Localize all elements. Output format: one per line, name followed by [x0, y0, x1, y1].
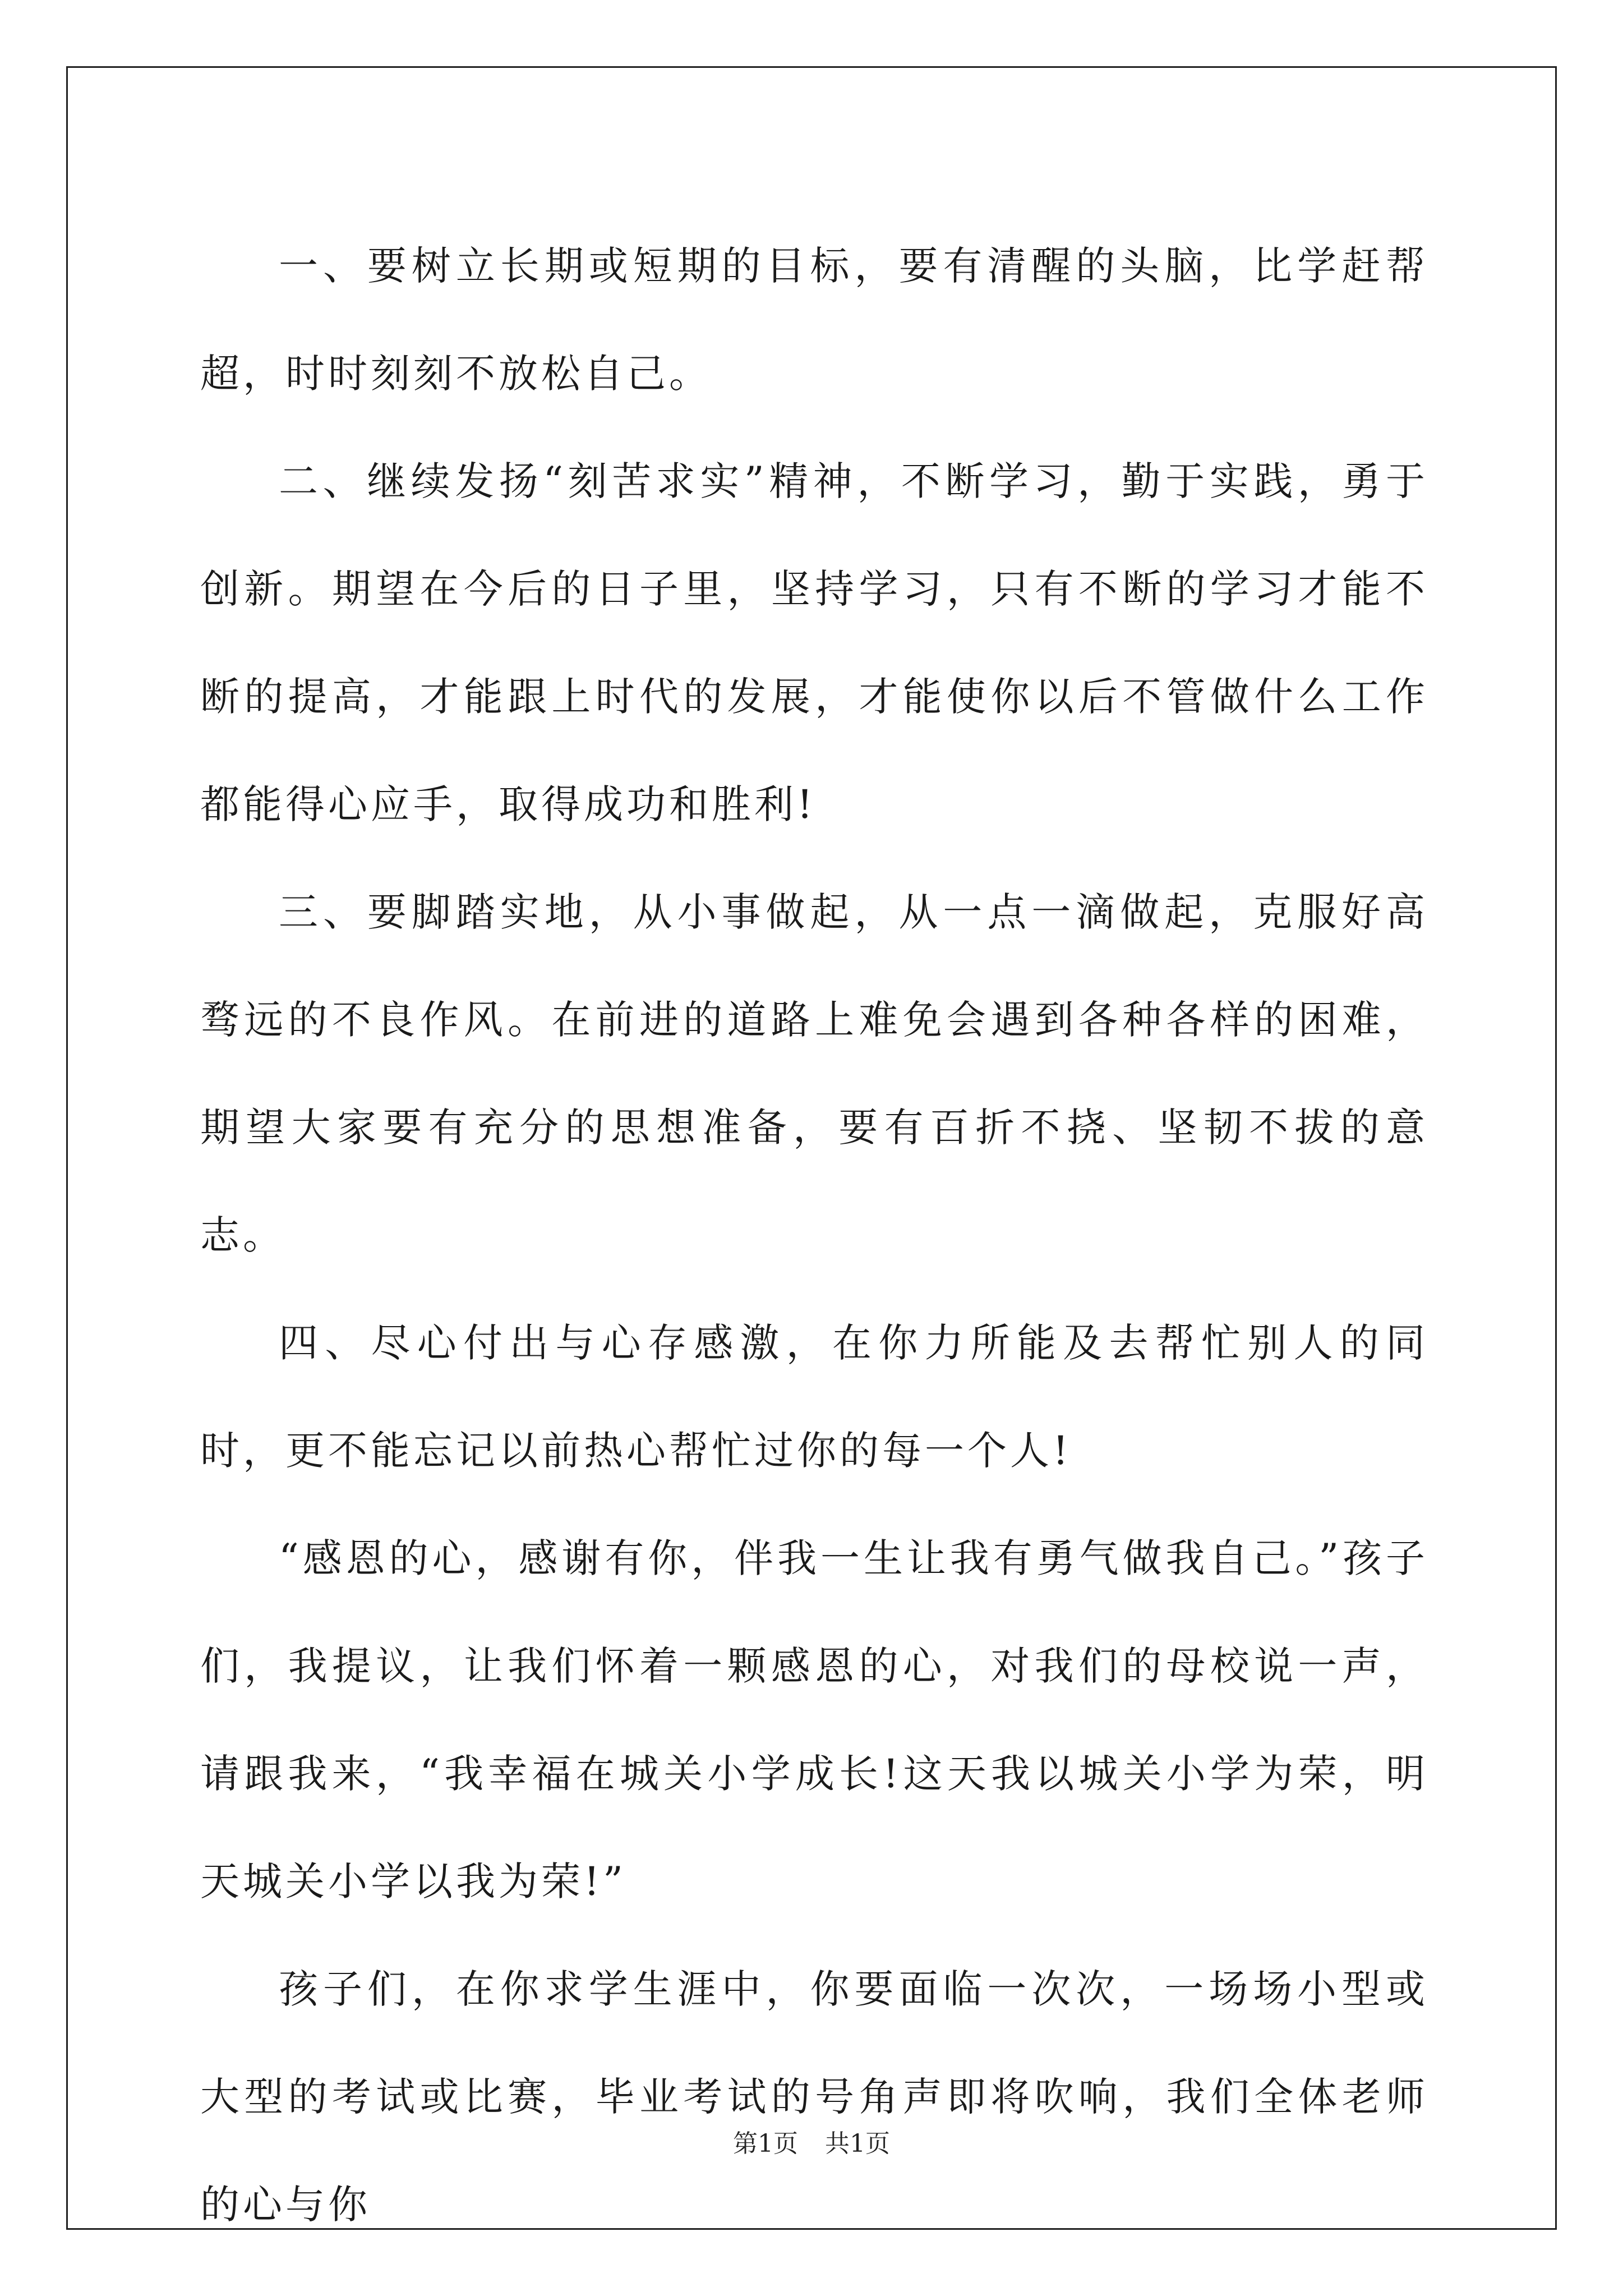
paragraph-5: “感恩的心，感谢有你，伴我一生让我有勇气做我自己。”孩子们，我提议，让我们怀着一颗感恩的心，对我们的母校说一声，请跟我来，“我幸福在城关小学成长!这天我以城关小学为荣，明天城关小学以我为荣!” — [200, 1535, 1428, 1904]
paragraph-3: 三、要脚踏实地，从小事做起，从一点一滴做起，克服好高骛远的不良作风。在前进的道路上难免会遇到各种各样的困难，期望大家要有充分的思想准备，要有百折不挠、坚韧不拔的意志。 — [200, 889, 1428, 1258]
paragraph-6: 孩子们，在你求学生涯中，你要面临一次次，一场场小型或大型的考试或比赛，毕业考试的号角声即将吹响，我们全体老师的心与你 — [200, 1966, 1428, 2228]
document-body — [200, 212, 1428, 2258]
page-number-total: 共1页 — [825, 2129, 890, 2158]
page-footer — [0, 2127, 1623, 2161]
paragraph-4: 四、尽心付出与心存感激，在你力所能及去帮忙别人的同时，更不能忘记以前热心帮忙过你的每一个人! — [200, 1320, 1428, 1474]
paragraph-1: 一、要树立长期或短期的目标，要有清醒的头脑，比学赶帮超，时时刻刻不放松自己。 — [200, 243, 1428, 397]
page-number-current: 第1页 — [733, 2129, 798, 2158]
paragraph-2: 二、继续发扬“刻苦求实”精神，不断学习，勤于实践，勇于创新。期望在今后的日子里，坚持学习，只有不断的学习才能不断的提高，才能跟上时代的发展，才能使你以后不管做什么工作都能得心应手，取得成功和胜利! — [200, 458, 1428, 827]
